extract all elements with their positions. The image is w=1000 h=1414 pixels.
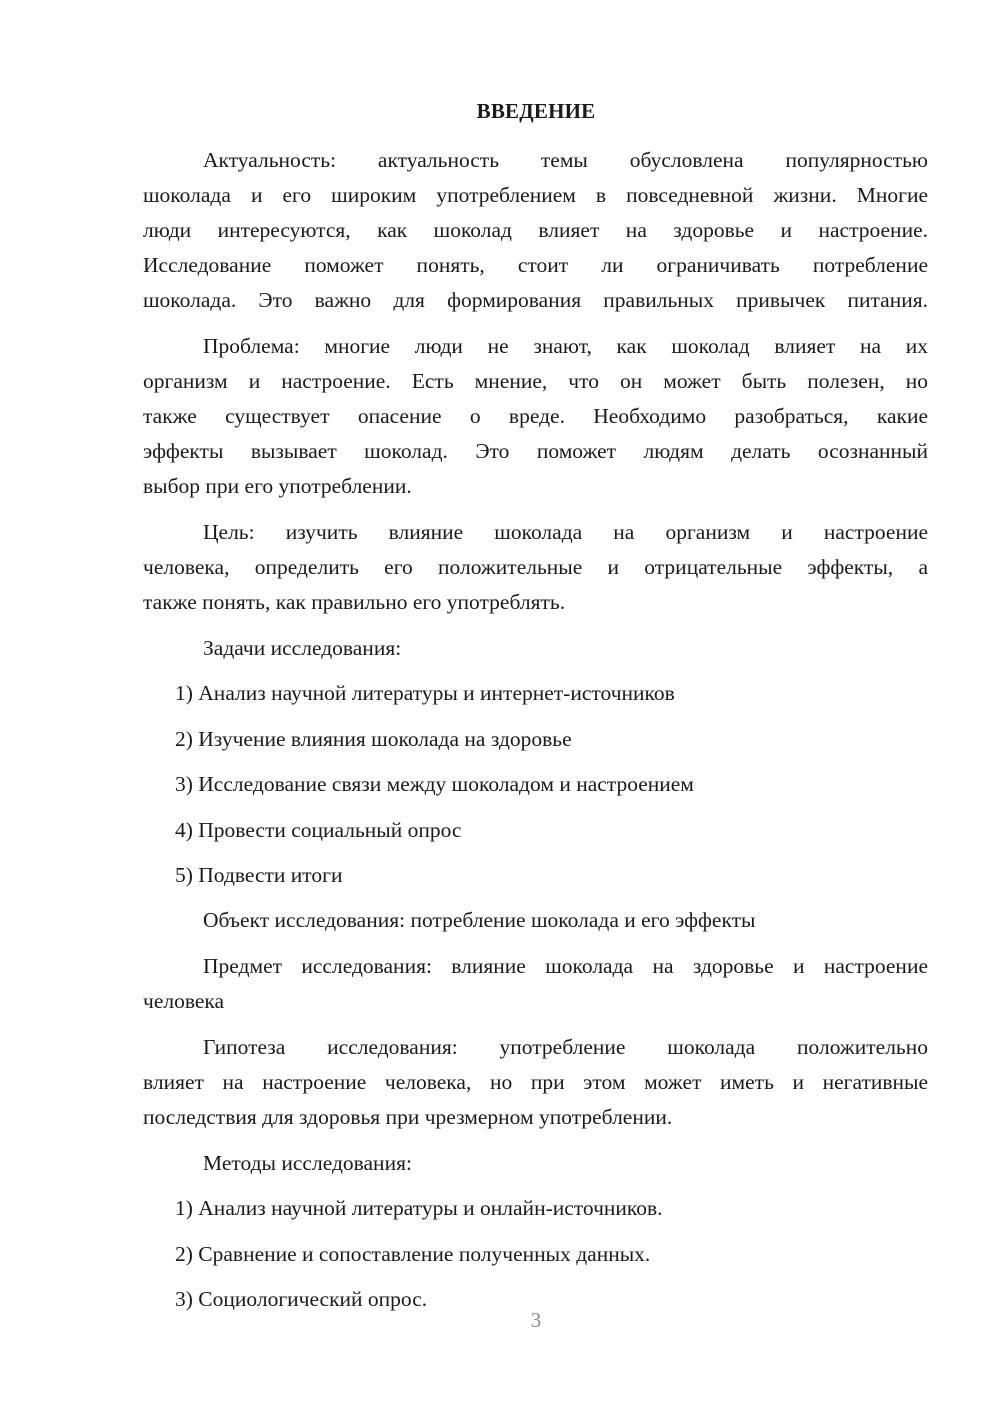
task-item: 1) Анализ научной литературы и интернет-источников [175, 681, 675, 705]
relevance-line: шоколада. Это важно для формирования правильных привычек питания. [143, 288, 928, 312]
task-item: 5) Подвести итоги [175, 863, 343, 887]
problem-line: Проблема: многие люди не знают, как шоколад влияет на их [203, 334, 928, 358]
tasks-heading: Задачи исследования: [203, 636, 402, 660]
hypothesis-line: влияет на настроение человека, но при этом может иметь и негативные [143, 1070, 928, 1094]
task-item: 2) Изучение влияния шоколада на здоровье [175, 727, 572, 751]
goal-line: также понять, как правильно его употреблять. [143, 590, 566, 614]
task-item: 4) Провести социальный опрос [175, 818, 462, 842]
research-object: Объект исследования: потребление шоколада и его эффекты [203, 908, 756, 932]
research-subject-line: Предмет исследования: влияние шоколада на здоровье и настроение [203, 954, 928, 978]
method-item: 1) Анализ научной литературы и онлайн-источников. [175, 1196, 663, 1220]
method-item: 2) Сравнение и сопоставление полученных данных. [175, 1242, 651, 1266]
methods-heading: Методы исследования: [203, 1151, 412, 1175]
relevance-line: Актуальность: актуальность темы обусловлена популярностью [203, 148, 928, 172]
method-item: 3) Социологический опрос. [175, 1287, 428, 1311]
goal-line: человека, определить его положительные и отрицательные эффекты, а [143, 555, 928, 579]
goal-line: Цель: изучить влияние шоколада на организм и настроение [203, 520, 928, 544]
task-item: 3) Исследование связи между шоколадом и настроением [175, 772, 694, 796]
hypothesis-line: последствия для здоровья при чрезмерном употреблении. [143, 1105, 673, 1129]
relevance-line: шоколада и его широким употреблением в повседневной жизни. Многие [143, 183, 928, 207]
page-title: ВВЕДЕНИЕ [476, 99, 596, 123]
page-number: 3 [530, 1308, 542, 1332]
problem-line: также существует опасение о вреде. Необходимо разобраться, какие [143, 404, 928, 428]
problem-line: организм и настроение. Есть мнение, что он может быть полезен, но [143, 369, 928, 393]
relevance-line: люди интересуются, как шоколад влияет на здоровье и настроение. [143, 218, 928, 242]
problem-line: выбор при его употреблении. [143, 474, 412, 498]
relevance-line: Исследование поможет понять, стоит ли ограничивать потребление [143, 253, 928, 277]
hypothesis-line: Гипотеза исследования: употребление шоколада положительно [203, 1035, 928, 1059]
research-subject-line: человека [143, 989, 225, 1013]
problem-line: эффекты вызывает шоколад. Это поможет людям делать осознанный [143, 439, 928, 463]
